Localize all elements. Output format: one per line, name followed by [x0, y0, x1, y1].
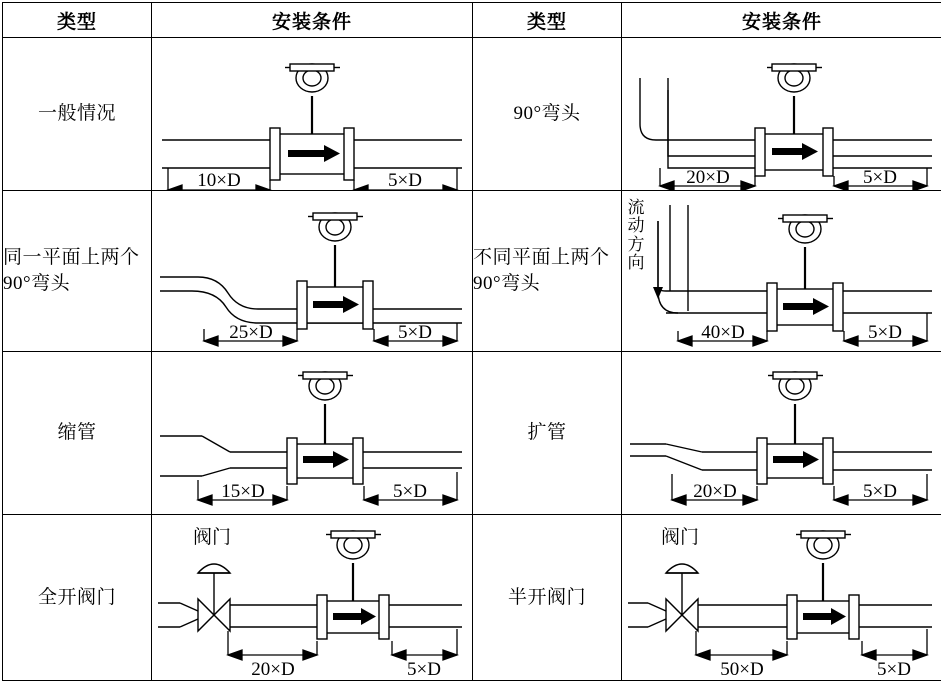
- svg-text:15×D: 15×D: [221, 481, 265, 502]
- table-row: [3, 515, 941, 681]
- header-type-left: 类型: [3, 3, 152, 38]
- svg-text:5×D: 5×D: [863, 167, 897, 188]
- diagram-valve-half-open: [622, 515, 941, 680]
- diagram-two-elbows-diff-plane: [622, 191, 941, 351]
- row2-diagram-right: [622, 191, 941, 352]
- diagram-straight-pipe: [152, 38, 472, 190]
- row1-type-left: 一般情况: [3, 38, 152, 191]
- row3-type-left: 缩管: [3, 352, 152, 515]
- row4-diagram-left: [152, 515, 473, 681]
- svg-text:20×D: 20×D: [251, 659, 295, 680]
- svg-text:5×D: 5×D: [407, 659, 441, 680]
- row4-type-right: 半开阀门: [473, 515, 622, 681]
- diagram-single-elbow: [622, 38, 941, 190]
- valve-label-text: 阀门: [192, 527, 232, 548]
- header-condition-left: 安装条件: [152, 3, 473, 38]
- row3-type-right: 扩管: [473, 352, 622, 515]
- svg-text:50×D: 50×D: [720, 659, 764, 680]
- diagram-valve-full-open: [152, 515, 472, 680]
- dim-downstream-text: 5×D: [388, 170, 422, 190]
- row2-type-right: 不同平面上两个 90°弯头: [473, 191, 622, 352]
- diagram-expander: [622, 352, 941, 514]
- svg-text:40×D: 40×D: [701, 322, 745, 343]
- svg-text:5×D: 5×D: [863, 481, 897, 502]
- row3-diagram-right: [622, 352, 941, 515]
- installation-table: [2, 2, 941, 681]
- header-condition-right: 安装条件: [622, 3, 941, 38]
- svg-text:20×D: 20×D: [686, 167, 730, 188]
- svg-text:25×D: 25×D: [229, 322, 273, 343]
- row2-type-left: 同一平面上两个 90°弯头: [3, 191, 152, 352]
- row4-type-left: 全开阀门: [3, 515, 152, 681]
- svg-text:5×D: 5×D: [398, 322, 432, 343]
- svg-text:20×D: 20×D: [693, 481, 737, 502]
- table-row: [3, 38, 941, 191]
- row3-diagram-left: [152, 352, 473, 515]
- diagram-reducer: [152, 352, 472, 514]
- valve-label-text: 阀门: [660, 527, 700, 548]
- dim-upstream-text: 10×D: [197, 170, 241, 190]
- row2-diagram-left: [152, 191, 473, 352]
- row1-type-right: 90°弯头: [473, 38, 622, 191]
- svg-text:5×D: 5×D: [877, 659, 911, 680]
- row4-diagram-right: [622, 515, 941, 681]
- row1-diagram-right: [622, 38, 941, 191]
- svg-text:5×D: 5×D: [393, 481, 427, 502]
- table-header-row: [3, 3, 941, 38]
- row1-diagram-left: [152, 38, 473, 191]
- svg-text:5×D: 5×D: [868, 322, 902, 343]
- flow-direction-label: 流动方向: [627, 198, 645, 273]
- table-row: [3, 352, 941, 515]
- table-row: [3, 191, 941, 352]
- diagram-two-elbows-same-plane: [152, 191, 472, 351]
- header-type-right: 类型: [473, 3, 622, 38]
